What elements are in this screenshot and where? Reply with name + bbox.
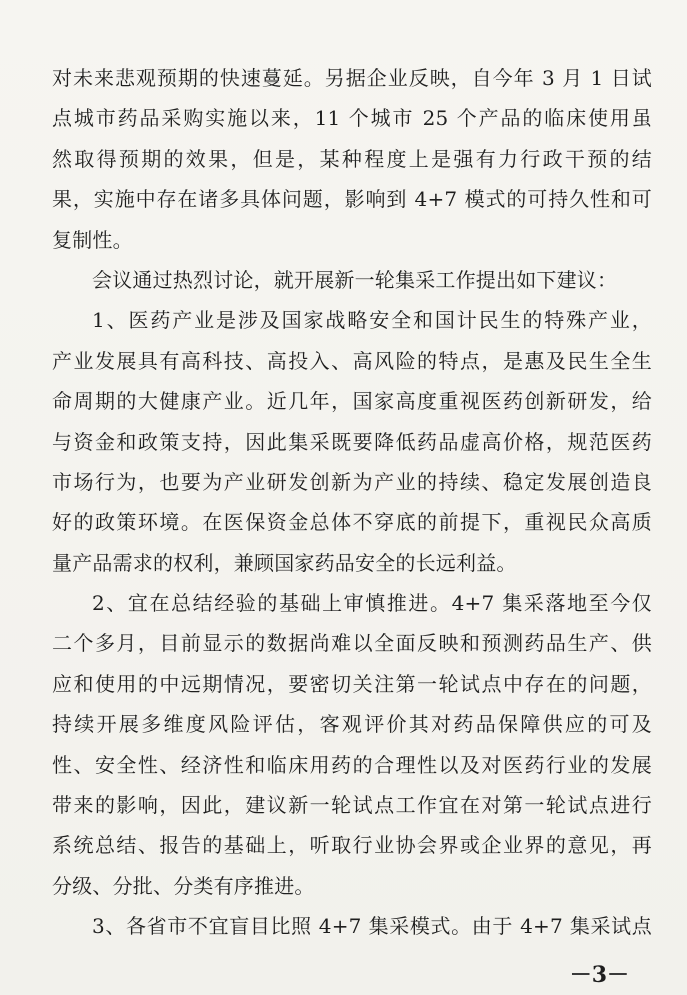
item-1-heading-line: 1、医药产业是涉及国家战略安全和国计民生的特殊产业， (92, 308, 652, 333)
text-line: 持续开展多维度风险评估，客观评价其对药品保障供应的可及 (52, 712, 652, 737)
text-line: 好的政策环境。在医保资金总体不穿底的前提下，重视民众高质 (52, 510, 652, 535)
text-line: 量产品需求的权利，兼顾国家药品安全的长远利益。 (52, 550, 517, 575)
text-line: 分级、分批、分类有序推进。 (52, 873, 315, 898)
page-number: －3－ (569, 962, 629, 988)
text-line: 对未来悲观预期的快速蔓延。另据企业反映，自今年 3 月 1 日试 (52, 66, 652, 90)
text-line: 与资金和政策支持，因此集采既要降低药品虚高价格，规范医药 (52, 429, 652, 454)
paragraph-intro-line: 会议通过热烈讨论，就开展新一轮集采工作提出如下建议： (92, 267, 618, 292)
text-line: 果，实施中存在诸多具体问题，影响到 4+7 模式的可持久性和可 (52, 187, 652, 212)
item-2-heading-line: 2、宜在总结经验的基础上审慎推进。4+7 集采落地至今仅 (92, 591, 652, 616)
text-line: 产业发展具有高科技、高投入、高风险的特点，是惠及民生全生 (52, 348, 652, 373)
text-line: 性、安全性、经济性和临床用药的合理性以及对医药行业的发展 (52, 752, 652, 777)
document-body (52, 58, 652, 947)
text-line: 系统总结、报告的基础上，听取行业协会界或企业界的意见，再 (52, 833, 652, 858)
text-line: 应和使用的中远期情况，要密切关注第一轮试点中存在的问题， (52, 671, 652, 696)
text-line: 带来的影响，因此，建议新一轮试点工作宜在对第一轮试点进行 (52, 793, 652, 818)
text-line: 二个多月，目前显示的数据尚难以全面反映和预测药品生产、供 (52, 631, 652, 656)
item-3-heading-line: 3、各省市不宜盲目比照 4+7 集采模式。由于 4+7 集采试点 (92, 914, 652, 939)
text-line: 命周期的大健康产业。近几年，国家高度重视医药创新研发，给 (52, 389, 652, 414)
text-line: 市场行为，也要为产业研发创新为产业的持续、稳定发展创造良 (52, 469, 652, 494)
text-line: 复制性。 (52, 227, 133, 252)
text-line: 点城市药品采购实施以来，11 个城市 25 个产品的临床使用虽 (52, 106, 652, 131)
text-line: 然取得预期的效果，但是，某种程度上是强有力行政干预的结 (52, 146, 652, 171)
